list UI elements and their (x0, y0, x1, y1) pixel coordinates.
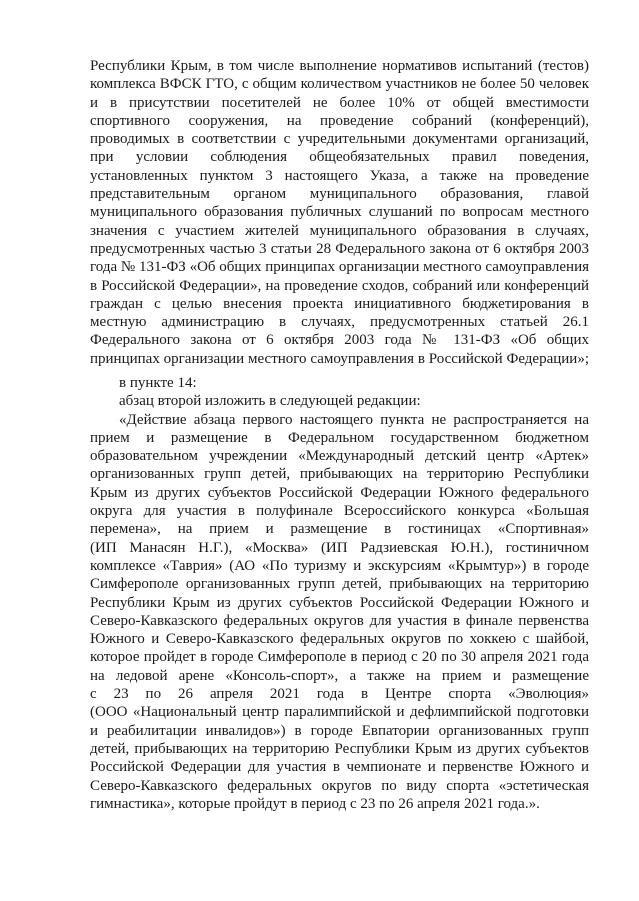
text-line: Северо-Кавказского федеральных округов для участия в финале первенства (90, 612, 589, 629)
paragraph-point-14 (90, 374, 589, 813)
text-line: образовательном учреждении «Международный детский центр «Артек» (90, 448, 589, 465)
text-line: установленных пунктом 3 настоящего Указа, а также на проведение (90, 167, 589, 184)
text-line: Федерального закона от 6 октября 2003 года № 131-ФЗ «Об общих (90, 332, 589, 349)
text-line: которое пройдет в городе Симферополе в период с 20 по 30 апреля 2021 года (90, 649, 589, 666)
text-line: перемена», на прием и размещение в гостиницах «Спортивная» (90, 521, 589, 538)
text-line: предусмотренных частью 3 статьи 28 Федерального закона от 6 октября 2003 (90, 240, 589, 257)
text-line: Северо-Кавказского федеральных округов по виду спорта «эстетическая (90, 777, 589, 794)
text-line: комплекса ВФСК ГТО, с общим количеством участников не более 50 человек (90, 76, 589, 93)
text-line-last: гимнастика», которые пройдут в период с 23 по 26 апреля 2021 года.». (90, 795, 540, 812)
paragraph-permissions (90, 57, 589, 368)
text-line: прием и размещение в Федеральном государственном бюджетном (90, 429, 589, 446)
text-line: проводимых в соответствии с учредительными документами организаций, (90, 131, 589, 148)
text-line-heading: в пункте 14: (119, 375, 197, 391)
text-line: Южного и Северо-Кавказского федеральных округов по хоккею с шайбой, (90, 631, 589, 648)
text-line: граждан с целью внесения проекта инициативного бюджетирования в (90, 295, 589, 312)
text-line: организованных групп детей, прибывающих на территорию Республики (90, 466, 589, 483)
text-line: представительным органом муниципального образования, главой (90, 186, 589, 203)
text-line: Республики Крым, в том числе выполнение нормативов испытаний (тестов) (90, 58, 589, 74)
text-line: принципах организации местного самоуправления в Российской Федерации»; (90, 350, 589, 367)
text-line: значения с участием жителей муниципального образования в случаях, (90, 222, 589, 239)
text-line: Симферополе организованных групп детей, прибывающих на территорию (90, 576, 589, 593)
text-line: Крым из других субъектов Российской Федерации Южного федерального (90, 484, 589, 501)
text-line: муниципального образования публичных слушаний по вопросам местного (90, 204, 589, 221)
text-line: местную администрацию в случаях, предусмотренных статьей 26.1 (90, 314, 589, 331)
text-line: и в присутствии посетителей не более 10% от общей вместимости (90, 94, 589, 111)
text-line: (ООО «Национальный центр паралимпийской и дефлимпийской подготовки (90, 704, 589, 721)
text-line: с 23 по 26 апреля 2021 года в Центре спорта «Эволюция» (90, 686, 589, 703)
text-line: и реабилитации инвалидов») в городе Евпатории организованных групп (90, 722, 589, 739)
text-line: при условии соблюдения общеобязательных правил поведения, (90, 149, 589, 166)
text-line: в Российской Федерации», на проведение сходов, собраний или конференций (90, 277, 589, 294)
text-line-instruction: абзац второй изложить в следующей редакции: (119, 393, 421, 410)
text-line: года № 131-ФЗ «Об общих принципах организации местного самоуправления (90, 259, 589, 276)
text-line: (ИП Манасян Н.Г.), «Москва» (ИП Радзиевская Ю.Н.), гостиничном (90, 539, 589, 556)
text-line: на ледовой арене «Консоль-спорт», а также на прием и размещение (90, 667, 589, 684)
text-line: Республики Крым из других субъектов Российской Федерации Южного и (90, 594, 589, 611)
text-line: спортивного сооружения, на проведение собраний (конференций), (90, 112, 589, 129)
text-line: «Действие абзаца первого настоящего пункта не распространяется на (119, 411, 589, 428)
text-line: комплексе «Таврия» (АО «По туризму и экскурсиям «Крымтур») в городе (90, 557, 589, 574)
text-line: Российской Федерации для участия в чемпионате и первенстве Южного и (90, 759, 589, 776)
text-line: округа для участия в полуфинале Всероссийского конкурса «Большая (90, 503, 589, 520)
text-line: детей, прибывающих на территорию Республики Крым из других субъектов (90, 740, 589, 757)
